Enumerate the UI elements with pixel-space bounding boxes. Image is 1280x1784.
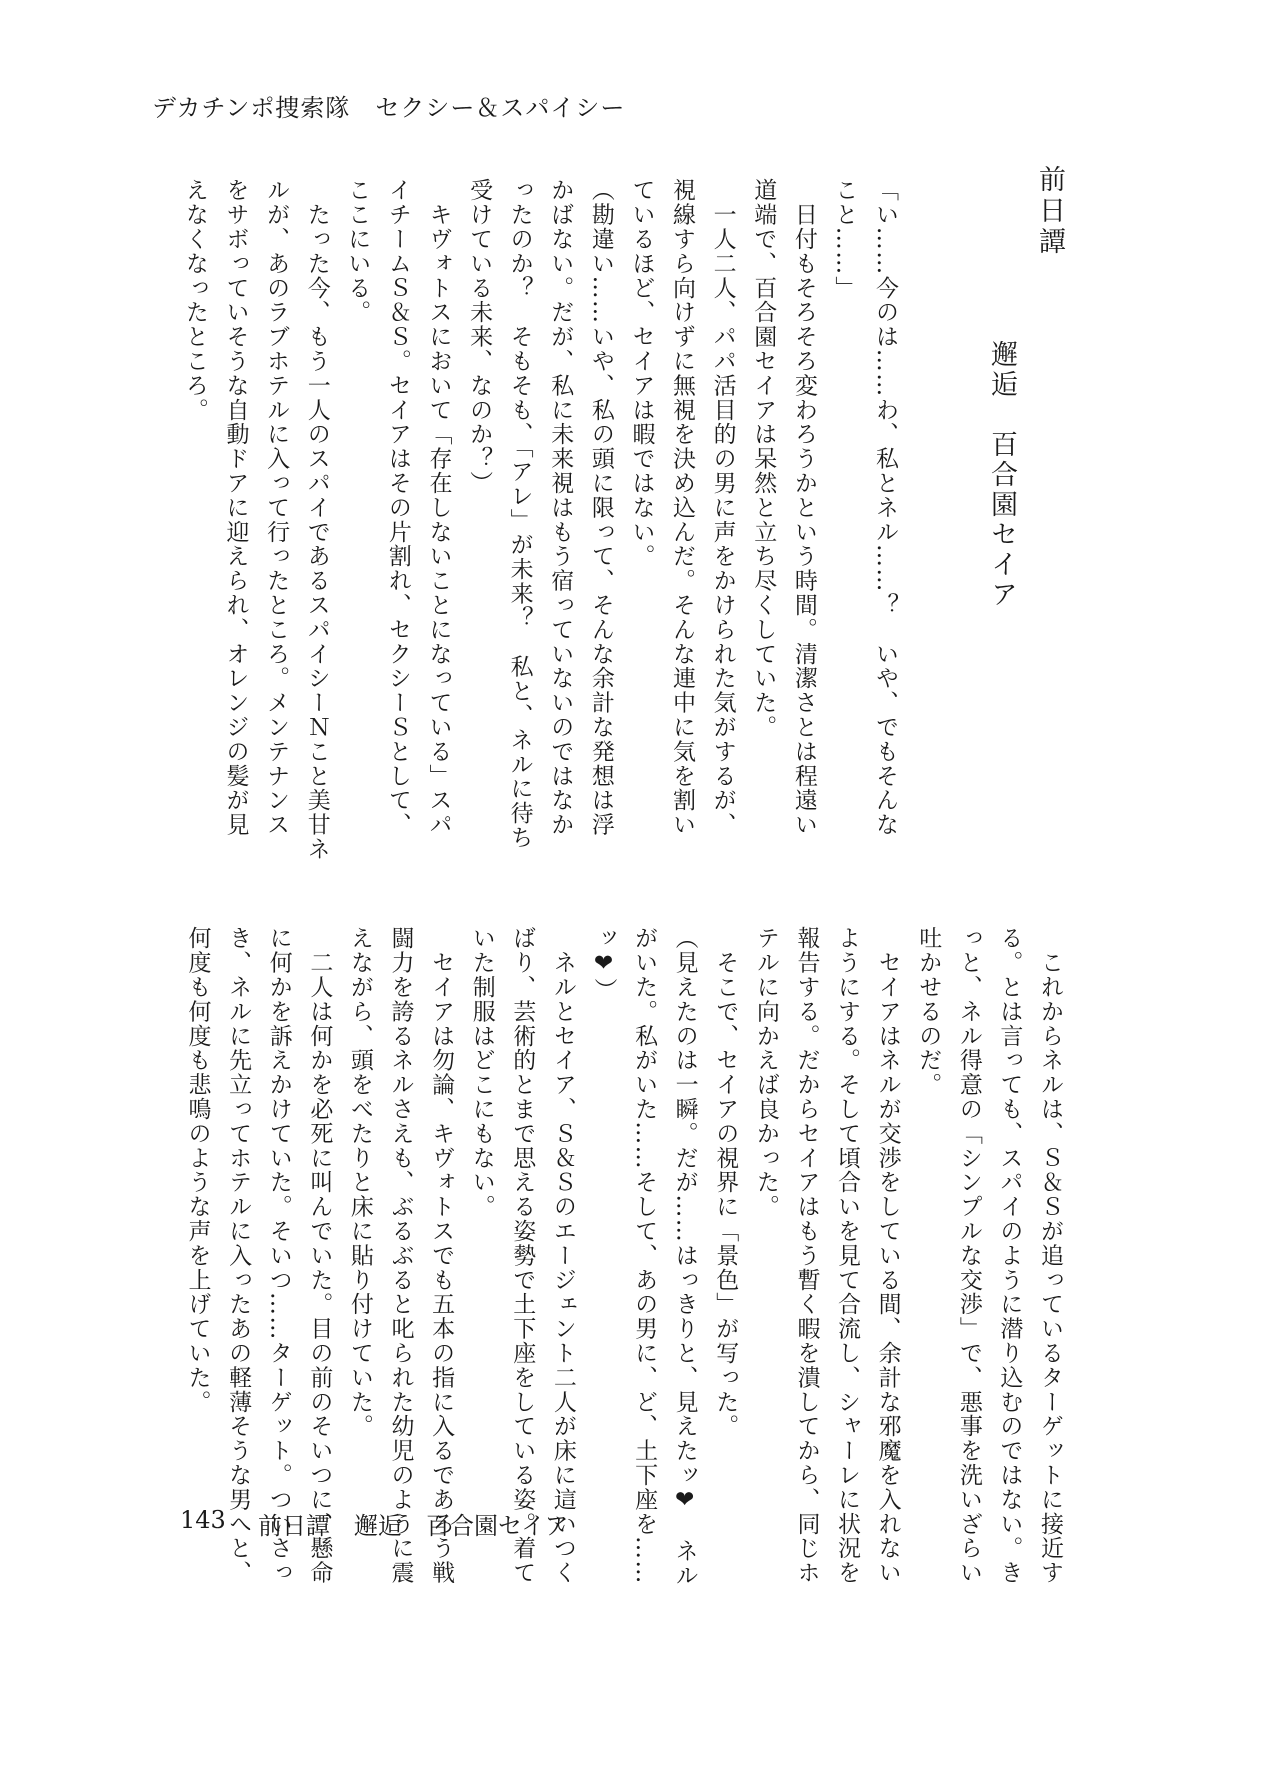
text-column: 受けている未来、なのか？）	[466, 178, 493, 496]
text-column: （見えたのは一瞬。だが……はっきりと、見えたッ❤ ネル	[671, 926, 698, 1588]
text-column: 視線すら向けずに無視を決め込んだ。そんな連中に気を割い	[669, 178, 696, 837]
text-column: たった今、もう一人のスパイであるスパイシーＮこと美甘ネ	[303, 178, 330, 862]
body-text-top	[174, 178, 905, 862]
text-column: る。とは言っても、スパイのように潜り込むのではない。き	[996, 926, 1023, 1585]
chapter-subtitle: 邂逅 百合園セイア	[986, 340, 1017, 610]
text-column: き、ネルに先立ってホテルに入ったあの軽薄そうな男へと、	[225, 926, 252, 1585]
text-column: えながら、頭をべたりと床に貼り付けていた。	[346, 926, 373, 1439]
text-column: ッ❤）	[590, 926, 617, 1003]
chapter-title: 前日譚	[1034, 165, 1065, 258]
text-column: （勘違い……いや、私の頭に限って、そんな余計な発想は浮	[587, 178, 614, 837]
text-column: ったのか？ そもそも、「アレ」が未来？ 私と、ネルに待ち	[506, 178, 533, 850]
text-column: 二人は何かを必死に叫んでいた。目の前のそいつに、懸命	[306, 926, 333, 1585]
text-column: えなくなったところ。	[181, 178, 208, 422]
text-column: ここにいる。	[344, 178, 371, 325]
running-header: デカチンポ捜索隊 セクシー＆スパイシー	[152, 94, 626, 122]
text-column: イチームＳ＆Ｓ。セイアはその片割れ、セクシーＳとして、	[384, 178, 411, 837]
text-column: ばり、芸術的とまで思える姿勢で土下座をしている姿。着て	[509, 926, 536, 1585]
text-column: に何かを訴えかけていた。そいつ……ターゲット。ついさっ	[265, 926, 292, 1585]
text-column: テルに向かえば良かった。	[752, 926, 779, 1219]
text-column: 闘力を誇るネルさえも、ぶるぶると叱られた幼児のように震	[387, 926, 414, 1585]
page-number: 143	[180, 1506, 226, 1534]
text-column: 「い……今のは……わ、私とネル……？ いや、でもそんな	[872, 178, 898, 837]
text-column: 報告する。だからセイアはもう暫く暇を潰してから、同じホ	[793, 926, 820, 1585]
text-column: ようにする。そして頃合いを見て合流し、シャーレに状況を	[834, 926, 861, 1585]
text-column: セイアはネルが交渉をしている間、余計な邪魔を入れない	[874, 926, 901, 1585]
footer-chapter-title: 前日譚 邂逅 百合園セイア	[258, 1512, 569, 1540]
text-column: これからネルは、Ｓ＆Ｓが追っているターゲットに接近す	[1037, 926, 1063, 1585]
text-column: 一人二人、パパ活目的の男に声をかけられた気がするが、	[709, 178, 736, 837]
text-column: ているほど、セイアは暇ではない。	[628, 178, 655, 569]
text-column: 吐かせるのだ。	[915, 926, 942, 1097]
text-column: セイアは勿論、キヴォトスでも五本の指に入るであろう戦	[428, 926, 455, 1585]
text-column: 道端で、百合園セイアは呆然と立ち尽くしていた。	[750, 178, 777, 740]
text-column: そこで、セイアの視界に「景色」が写った。	[712, 926, 739, 1439]
text-column: ネルとセイア、Ｓ＆Ｓのエージェント二人が床に這いつく	[549, 926, 576, 1585]
text-column: 何度も何度も悲鳴のような声を上げていた。	[184, 926, 211, 1414]
text-column: キヴォトスにおいて「存在しないことになっている」スパ	[425, 178, 452, 837]
text-column: 日付もそろそろ変わろうかという時間。清潔さとは程遠い	[790, 178, 817, 837]
text-column: かばない。だが、私に未来視はもう宿っていないのではなか	[547, 178, 574, 837]
text-column: こと……」	[831, 178, 858, 300]
text-column: いた制服はどこにもない。	[468, 926, 495, 1219]
text-column: をサボっていそうな自動ドアに迎えられ、オレンジの髪が見	[222, 178, 249, 837]
text-column: がいた。私がいた……そして、あの男に、ど、土下座を……	[631, 926, 658, 1585]
text-column: ルが、あのラブホテルに入って行ったところ。メンテナンス	[263, 178, 290, 837]
text-column: っと、ネル得意の「シンプルな交渉」で、悪事を洗いざらい	[955, 926, 982, 1585]
